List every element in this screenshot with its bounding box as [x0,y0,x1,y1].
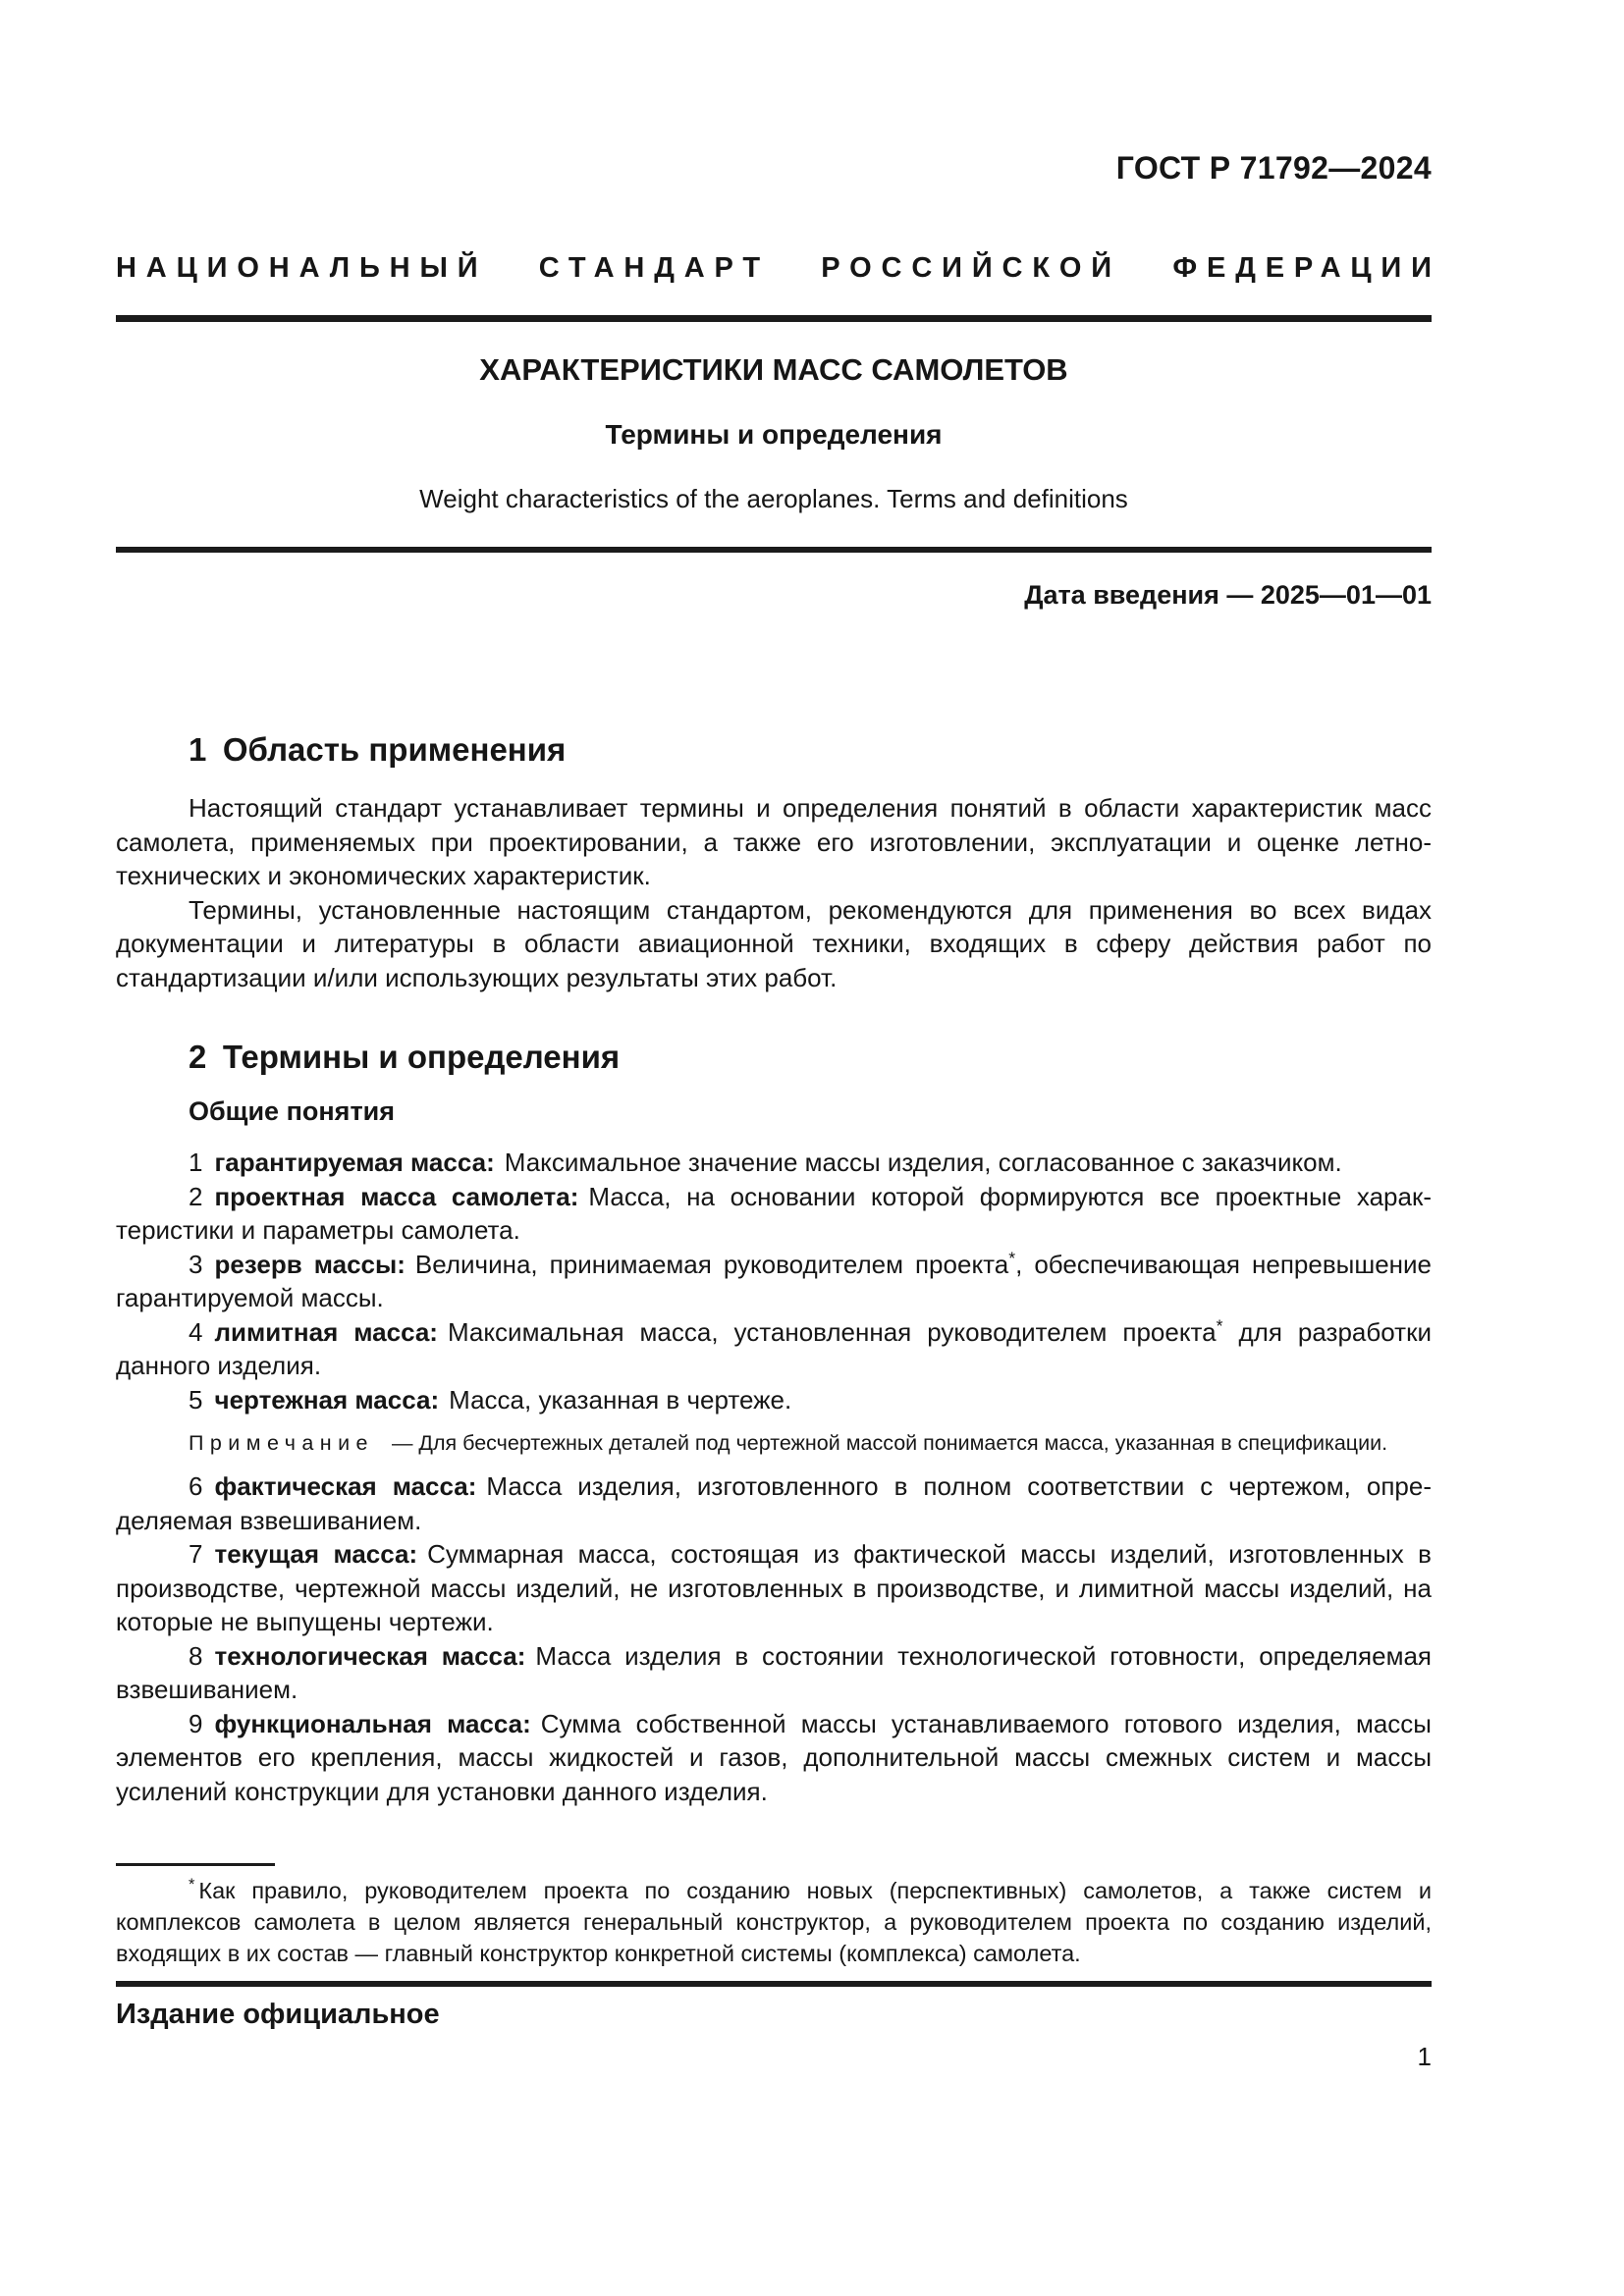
term-number: 2 [189,1181,203,1211]
scope-paragraphs [116,791,1432,994]
term-definition: Масса изделия, изготовленного в полном соответствии с чертежом, определяемая взвешиванием. [116,1471,1433,1535]
doc-code: ГОСТ Р 71792—2024 [1115,150,1432,186]
page-number: 1 [1417,2042,1432,2071]
term-item [116,1180,1432,1248]
term-definition: Максимальная масса, установленная руководителем проекта [447,1316,1217,1347]
footnote-rule [116,1863,275,1866]
term-definition: Величина, принимаемая руководителем проекта [414,1249,1009,1279]
section-1-heading: 1 Область применения [189,731,567,768]
term-item [116,1639,1432,1707]
term-item [116,1146,1432,1180]
asterisk-marker: * [1216,1314,1223,1335]
term-definition: Максимальное значение массы изделия, согласованное с заказчиком. [504,1148,1342,1177]
footnote-text: Как правило, руководителем проекта по созданию новых (перспективных) самолетов, а также систем и комплексов самолета в целом является генеральный конструктор, а руководителем проекта по созданию изделий, входящих в их состав — главный конструктор конкретной системы (комплекса) самолета. [116,1878,1432,1966]
horizontal-rule-bottom [116,1981,1432,1987]
doc-subtitle-ru: Термины и определения [605,419,943,450]
note [116,1428,1432,1458]
scope-paragraph: Настоящий стандарт устанавливает термины и определения понятий в области характеристик масс самолета, применяемых при проектировании, а также его изготовлении, эксплуатации и оценке летно-технических и экономических характеристик. [116,793,1432,890]
term-name: резерв массы: [214,1249,406,1279]
note-label: Примечание [189,1431,374,1455]
term-name: фактическая масса: [214,1471,477,1501]
term-item [116,1707,1432,1809]
term-number: 7 [189,1539,203,1569]
term-definition: Масса изделия в состоянии технологической готовности, определяемая взвешиванием. [116,1640,1432,1704]
standard-banner [116,252,1441,284]
note-text: — Для бесчертежных деталей под чертежной массой понимается масса, указанная в спецификации. [391,1431,1388,1455]
asterisk-marker: * [1008,1247,1016,1267]
term-number: 6 [189,1471,203,1501]
term-item [116,1315,1432,1383]
horizontal-rule-top [116,315,1432,322]
horizontal-rule-under-title [116,547,1432,553]
term-definition: Сумма собственной массы устанавливаемого готового изделия, массы элементов его крепления, массы жидкостей и газов, дополнительной массы смежных систем и массы усилений конструкции для установки данного изделия. [116,1708,1432,1806]
term-item [116,1383,1432,1417]
term-definition: , обеспечивающая непревышение гарантируемой массы. [116,1249,1433,1312]
term-number: 8 [189,1640,203,1671]
term-name: технологическая масса: [214,1640,526,1671]
term-number: 4 [189,1316,203,1347]
effective-date: Дата введения — 2025—01—01 [1024,580,1432,610]
page-content [116,0,1441,2071]
term-number: 9 [189,1708,203,1738]
term-number: 1 [189,1148,203,1177]
footnote [116,1875,1432,1969]
term-name: функциональная масса: [214,1708,531,1738]
banner-word: СТАНДАРТ [538,252,770,284]
scope-paragraph: Термины, установленные настоящим стандартом, рекомендуются для применения во всех видах документации и литературы в области авиационной техники, входящих в сферу действия работ по стандартизации и/или использующих результаты этих работ. [116,894,1432,992]
term-name: гарантируемая масса: [214,1148,495,1177]
term-definition: Масса, на основании которой формируются все проектные характеристики и параметры самолета. [116,1181,1433,1245]
footnote-marker: * [189,1876,195,1895]
term-name: лимитная масса: [214,1316,438,1347]
doc-title-en: Weight characteristics of the aeroplanes. Terms and definitions [419,484,1128,513]
banner-word: НАЦИОНАЛЬНЫЙ [116,252,488,284]
term-item [116,1248,1432,1315]
banner-word: РОССИЙСКОЙ [821,252,1122,284]
general-concepts-subheading: Общие понятия [189,1096,396,1126]
term-definition: Суммарная масса, состоящая из фактической массы изделий, изготовленных в производстве, чертежной массы изделий, не изготовленных в производстве, и лимитной массы изделий, на которые не выпущены чертежи. [116,1539,1432,1636]
term-name: текущая масса: [214,1539,418,1569]
term-definition: для разработки данного изделия. [116,1316,1432,1380]
terms-list [116,1146,1432,1808]
term-item [116,1469,1432,1537]
section-2-heading: 2 Термины и определения [189,1039,621,1075]
term-name: чертежная масса: [214,1384,440,1415]
term-number: 5 [189,1384,203,1415]
term-number: 3 [189,1249,203,1279]
doc-title-ru: ХАРАКТЕРИСТИКИ МАСС САМОЛЕТОВ [479,352,1068,387]
term-definition: Масса, указанная в чертеже. [449,1384,792,1415]
banner-word: ФЕДЕРАЦИИ [1172,252,1441,284]
official-edition-label: Издание официальное [116,1999,440,2030]
term-item [116,1537,1432,1639]
term-name: проектная масса самолета: [214,1181,579,1211]
